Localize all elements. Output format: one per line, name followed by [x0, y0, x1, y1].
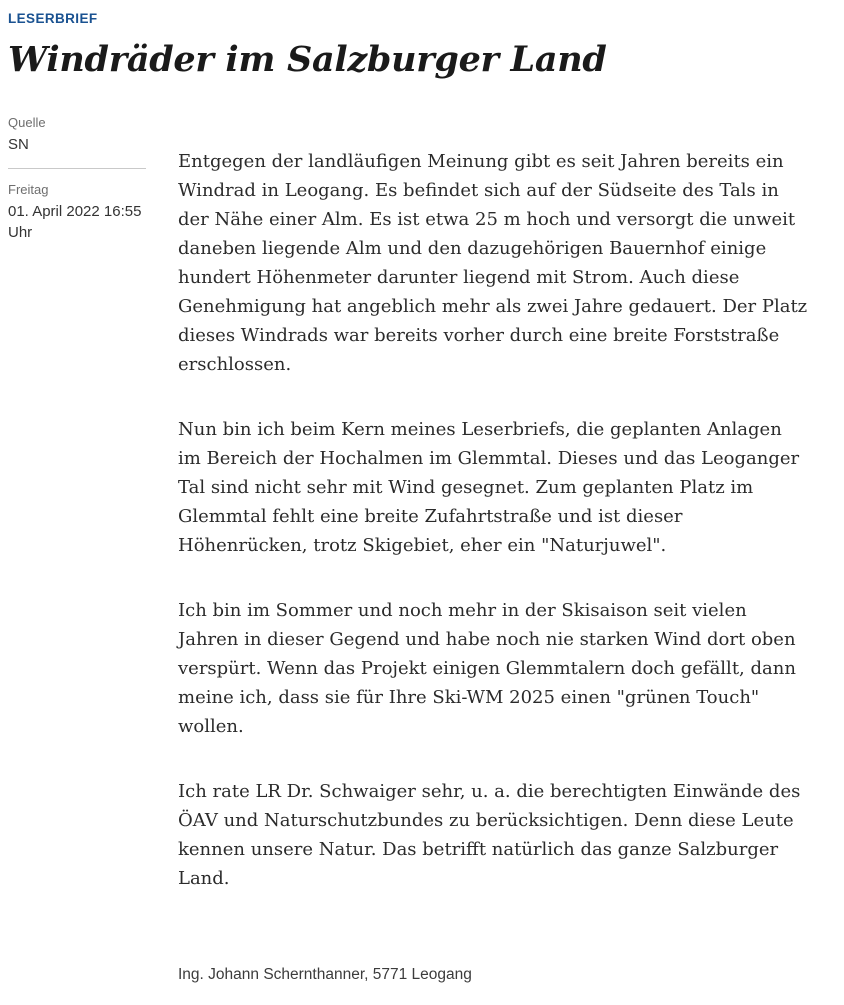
article-paragraph: Entgegen der landläufigen Meinung gibt es seit Jahren bereits ein Windrad in Leogang. Es befindet sich auf der Südseite des Tals in der Nähe einer Alm. Es ist etwa 25 m hoch und versorgt die unweit daneben liegende Alm und den dazugehörigen Bauernhof einige hundert Höhenmeter darunter liegend mit Strom. Auch diese Genehmigung hat angeblich mehr als zwei Jahre gedauert. Der Platz dieses Windrads war bereits vorher durch eine breite Forststraße erschlossen. [178, 151, 808, 375]
article-paragraph: Nun bin ich beim Kern meines Leserbriefs, die geplanten Anlagen im Bereich der Hochalmen im Glemmtal. Dieses und das Leoganger Tal sind nicht sehr mit Wind gesegnet. Zum geplanten Platz im Glemmtal fehlt eine breite Zufahrtstraße und ist dieser Höhenrücken, trotz Skigebiet, eher ein "Naturjuwel". [178, 419, 800, 556]
page-title: Windräder im Salzburger Land [8, 39, 607, 80]
article-body [178, 114, 810, 985]
content-row [8, 114, 810, 985]
kicker-category-link[interactable]: LESERBRIEF [8, 11, 98, 26]
sidebar-divider [8, 168, 146, 169]
article-paragraph: Ich rate LR Dr. Schwaiger sehr, u. a. die berechtigten Einwände des ÖAV und Naturschutzbundes zu berücksichtigen. Denn diese Leute kennen unsere Natur. Das betrifft natürlich das ganze Salzburger Land. [178, 781, 801, 889]
date-meta-block [8, 181, 158, 243]
author-line: Ing. Johann Schernthanner, 5771 Leogang [178, 966, 472, 983]
weekday-label: Freitag [8, 182, 49, 197]
article-meta-sidebar [8, 114, 178, 243]
article-header [8, 10, 810, 80]
source-value: SN [8, 136, 29, 153]
source-label: Quelle [8, 115, 46, 130]
source-meta-block [8, 114, 158, 155]
article-paragraph: Ich bin im Sommer und noch mehr in der Skisaison seit vielen Jahren in dieser Gegend und habe noch nie starken Wind dort oben verspürt. Wenn das Projekt einigen Glemmtalern doch gefällt, dann meine ich, dass sie für Ihre Ski-WM 2025 einen "grünen Touch" wollen. [178, 600, 796, 737]
publish-datetime: 01. April 2022 16:55 Uhr [8, 203, 142, 241]
